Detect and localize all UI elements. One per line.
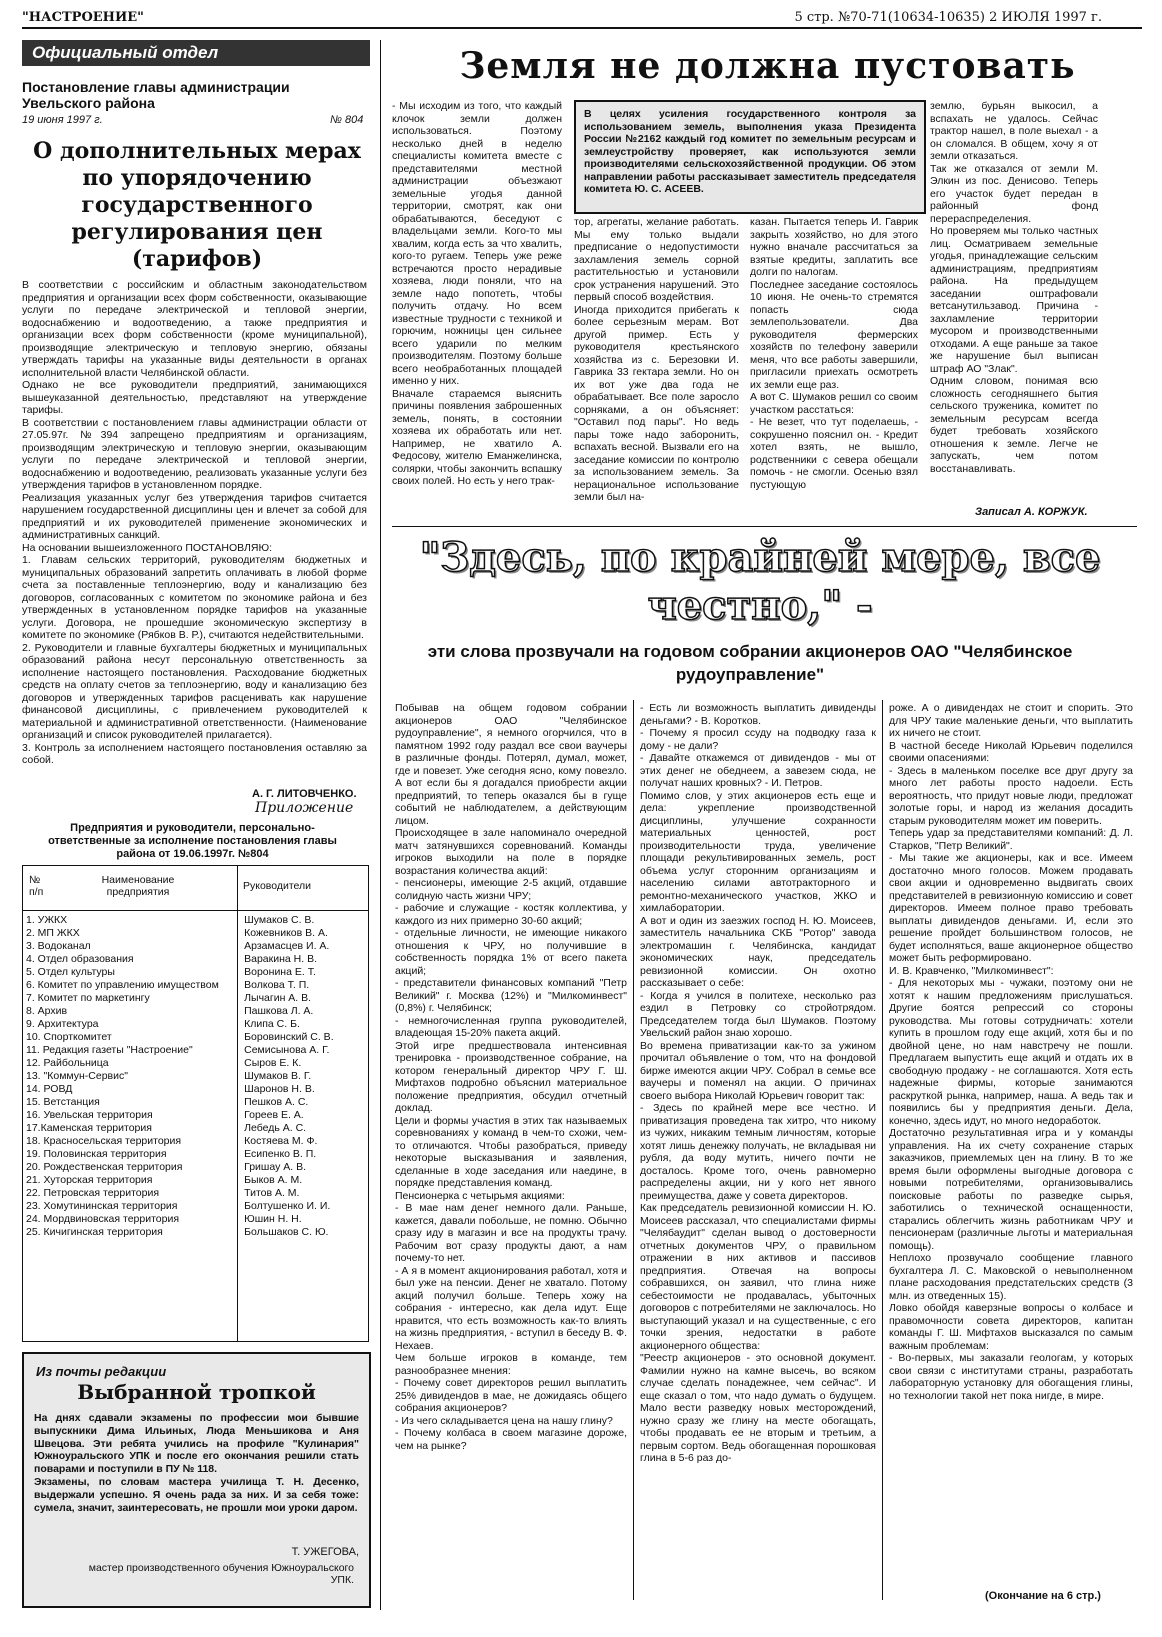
land-signature: Записал А. КОРЖУК. bbox=[975, 506, 1088, 518]
land-headline: Земля не должна пустовать bbox=[459, 45, 1076, 87]
row-enterprise: 9. Архитектура bbox=[26, 1018, 99, 1030]
row-head: Арзамасцев И. А. bbox=[244, 940, 330, 952]
mail-signature-role: мастер производственного обучения Южноуральского УПК. bbox=[88, 1562, 354, 1586]
table-rows bbox=[23, 914, 368, 1239]
row-enterprise: 23. Хомутининская территория bbox=[26, 1200, 178, 1212]
row-enterprise: 4. Отдел образования bbox=[26, 953, 134, 965]
table-row bbox=[23, 1161, 368, 1174]
row-enterprise: 10. Спорткомитет bbox=[26, 1031, 112, 1043]
honest-divider-1 bbox=[633, 700, 634, 1600]
row-head: Шумаков В. Г. bbox=[244, 1070, 312, 1082]
table-row bbox=[23, 1109, 368, 1122]
decree-heading: Постановление главы администрации Увельского района bbox=[22, 79, 290, 111]
row-enterprise: 1. УЖКХ bbox=[26, 914, 68, 926]
row-enterprise: 13. "Коммун-Сервис" bbox=[26, 1070, 128, 1082]
paper-name: "НАСТРОЕНИЕ" bbox=[22, 10, 144, 25]
table-row bbox=[23, 1174, 368, 1187]
mail-kicker: Из почты редакции bbox=[36, 1364, 167, 1379]
table-row bbox=[23, 927, 368, 940]
row-head: Варакина Н. В. bbox=[244, 953, 317, 965]
row-head: Семисынова А. Г. bbox=[244, 1044, 330, 1056]
decree-number: № 804 bbox=[330, 114, 364, 126]
honest-divider-2 bbox=[882, 700, 883, 1600]
table-row bbox=[23, 1044, 368, 1057]
row-enterprise: 17.Каменская территория bbox=[26, 1122, 152, 1134]
row-enterprise: 7. Комитет по маркетингу bbox=[26, 992, 150, 1004]
row-enterprise: 14. РОВД bbox=[26, 1083, 73, 1095]
continued-note: (Окончание на 6 стр.) bbox=[985, 1590, 1101, 1602]
table-row bbox=[23, 979, 368, 992]
decree-body: В соответствии с российским и областным законодательством предприятия и организации всех форм собственности, оказывающие услуги по передаче электрической и тепловой энергии, водоснабжению и водоотведению, а также предприятия и организации всех форм собственности (кроме муниципальной), производящие электрическую и тепловую энергию, обязаны утверждать тарифы на указанные виды деятельности в органах исполнительной власти Челябинской области. Однако не все руководители предприятий, занимающихся вышеуказанной деятельностью, представляют на утверждение тарифы. В соответствии с постановлением главы администрации области от 27.05.97г. №394 запрещено предприятиям и организациям, производящим электрическую и тепловую энергии, оказывающим услуги по передаче электрической и тепловой энергии, водоснабжению и водоотведению, реализовать указанные услуги без утверждения тарифов в установленном порядке. Реализация указанных услуг без утверждения тарифов считается нарушением государственной дисциплины цен и влечет за собой для предприятий и их руководителей применение экономических и административных санкций. На основании вышеизложенного ПОСТАНОВЛЯЮ: 1. Главам сельских территорий, руководителям бюджетных и муниципальных образований запретить оплачивать в любой форме счета за поставленные теплоэнергию, воду и канализацию без договоров, согласованных с комитетом по экономике района и без утвержденных в установленном порядке тарифов на указанные услуги. Договора, не прошедшие экономическую экспертизу в комитете по экономике (Рябков В. Р.), считаются недействительными. 2. Руководители и главные бухгалтеры бюджетных и муниципальных образований района несут персональную ответственность за исполнение настоящего постановления. Расходование бюджетных средств на оплату счетов за теплоэнергию, воду и канализацию без договоров и утвержденных тарифов расценивать как нарушение финансовой дисциплины, с привлечением руководителей к материальной и административной ответственности. (Наименование организаций и список руководителей прилагается). 3. Контроль за исполнением настоящего постановления оставляю за собой. bbox=[22, 279, 367, 766]
honest-subhead: эти слова прозвучали на годовом собрании акционеров ОАО "Челябинское рудоуправление" bbox=[427, 642, 1073, 684]
row-enterprise: 3. Водоканал bbox=[26, 940, 91, 952]
honest-col2: - Есть ли возможность выплатить дивиденды деньгами? - В. Коротков. - Почему я просил ссуду на подводку газа к дому - не дали? - Давайте откажемся от дивидендов - мы от этих денег не обеднеем, а завезем сюда, не получат наших кровных? - И. Петров. Помимо слов, у этих акционеров есть еще и дела: укрепление производственной дисциплины, улучшение сохранности материальных ценностей, рост производительности труда, увеличение площади рекультивированных земель, рост объема услуг сторонним организациям и населению силами автотракторного и ремонтно-механического участков, ЖКО и химлаборатории. А вот и один из заезжих господ Н. Ю. Моисеев, заместитель начальника СКБ "Ротор" завода электромашин г. Челябинска, кандидат экономических наук, председатель ревизионной комиссии. Он охотно рассказывает о себе: - Когда я учился в политехе, несколько раз ездил в Петровку со стройотрядом. Председателем тогда был Шумаков. Поэтому Увельский район знаю хорошо. Во времена приватизации как-то за ужином прочитал объявление о том, что на фондовой бирже имеются акции ЧРУ. Собрал в семье все ваучеры и поменял на акции. О причинах своего выбора Николай Юрьевич говорит так: - Здесь по крайней мере все честно. И приватизация проведена так хитро, что никому из чужих, никаким темным личностям, которые хотят лишь денежку получать, не вкладывая ни рубля, да воду мутить, ничего почти не досталось. Кроме того, очень равномерно распределены акции, ни у кого нет явного преимущества, даже у совета директоров. Как председатель ревизионной комиссии Н. Ю. Моисеев рассказал, что специалистами фирмы "Челябаудит" сделан вывод о достоверности отчетных документов ЧРУ, о правильном отражении в них активов и пассивов предприятия. Отвечая на вопросы собравшихся, он заявил, что глина ниже себестоимости не продавалась, убыточных договоров с потребителями не заключалось. Но выступающий указал и на существенные, с его точки зрения, недостатки в работе акционерного общества: "Реестр акционеров - это основной документ. Фамилии нужно на камне высечь, во всяком случае сделать понадежнее, чем сейчас". И еще сказал о том, что надо думать о будущем. Мало вести разведку новых месторождений, нужно сразу же глину на месте обогащать, чтобы продавать ее не вторым и третьим, а первым сортом. Ведь обогащенная порошковая глина в 5-6 раз до- bbox=[640, 702, 876, 1464]
mail-box bbox=[22, 1352, 371, 1608]
decree-title: О дополнительных мерах по упорядочению государственного регулирования цен (тарифов) bbox=[33, 138, 361, 272]
table-row bbox=[23, 1226, 368, 1239]
table-row bbox=[23, 1083, 368, 1096]
row-head: Юшин Н. Н. bbox=[244, 1213, 302, 1225]
table-row bbox=[23, 940, 368, 953]
header-head: Руководители bbox=[243, 880, 312, 892]
row-enterprise: 21. Хуторская территория bbox=[26, 1174, 153, 1186]
row-enterprise: 22. Петровская территория bbox=[26, 1187, 160, 1199]
honest-headline: "Здесь, по крайней мере, все честно," - bbox=[419, 534, 1101, 629]
masthead-rule bbox=[22, 27, 1142, 29]
row-head: Лебедь А. С. bbox=[244, 1122, 307, 1134]
section-label-bar bbox=[22, 40, 370, 66]
row-head: Кожевников В. А. bbox=[244, 927, 328, 939]
row-enterprise: 24. Мордвиновская территория bbox=[26, 1213, 179, 1225]
row-head: Костяева М. Ф. bbox=[244, 1135, 318, 1147]
honest-col3: роже. А о дивидендах не стоит и спорить. Это для ЧРУ такие маленькие деньги, что выплатить их ничего не стоит. В частной беседе Николай Юрьевич поделился своими опасениями: - Здесь в маленьком поселке все друг другу за много лет работы просто надоели. Есть вероятность, что придут новые люди, предложат золотые горы, и народ из желания досадить старым руководителям может им поверить. Теперь удар за представителями компаний: Д. Л. Старков, "Петр Великий". - Мы такие же акционеры, как и все. Имеем достаточно много голосов. Можем продавать свои акции и одновременно выдвигать своих представителей в ревизионную комиссию и совет директоров. Имеем полное право требовать выплаты дивидендов деньгами. И, если это решение пройдет большинством голосов, не будет исполняться, ваше акционерное общество может быть реформировано. И. В. Кравченко, "Милкоминвест": - Для некоторых мы - чужаки, поэтому они не хотят к нашим предложениям прислушаться. Другие боятся репрессий со стороны руководства. Мы готовы сотрудничать: хотели купить в прошлом году еще акций, хотя бы и по двойной цене, но нам навстречу не пошли. Предлагаем выпустить еще акций и отдать их в свободную продажу - не соглашаются. Хотя есть надежные фирмы, которые занимаются раскруткой рынка, например, наша. А ведь так и появились бы у предприятия деньги. Дела, конечно, здесь идут, но много недоработок. Достаточно результативная игра и у команды управления. На их счету сохранение старых заказчиков, приемлемых цен на глину. В то же время были оформлены выгодные договора с новыми потребителями, организовывались поисковые работы по разведке сырья, заботились о технической оснащенности, старались облегчить жизнь работникам ЧРУ и пенсионерам (различные льготы и материальная помощь). Неплохо прозвучало сообщение главного бухгалтера Л. С. Маковской о невыполненном плане расходования предстательских средств (3 млн. из отведенных 15). Ловко обойдя каверзные вопросы о колбасе и правомочности совета директоров, капитан команды Г. Ш. Мифтахов высказался по самым важным проблемам: - Во-первых, мы заказали геологам, у которых свои связи с институтами страны, разработать лабораторную установку для обогащения глины, но технологии такой нет пока нигде, в мире. bbox=[889, 702, 1133, 1402]
row-head: Сыров Е. К. bbox=[244, 1057, 302, 1069]
row-head: Клипа С. Б. bbox=[244, 1018, 300, 1030]
table-row bbox=[23, 1096, 368, 1109]
row-enterprise: 15. Ветстанция bbox=[26, 1096, 100, 1108]
table-row bbox=[23, 914, 368, 927]
row-enterprise: 8. Архив bbox=[26, 1005, 68, 1017]
row-head: Титов А. М. bbox=[244, 1187, 300, 1199]
section-label: Официальный отдел bbox=[32, 43, 219, 62]
table-row bbox=[23, 1213, 368, 1226]
table-row bbox=[23, 966, 368, 979]
appendix-table bbox=[22, 865, 369, 1342]
table-header bbox=[23, 866, 368, 911]
row-head: Шаронов Н. В. bbox=[244, 1083, 315, 1095]
land-lead-box bbox=[574, 100, 926, 214]
row-enterprise: 5. Отдел культуры bbox=[26, 966, 115, 978]
table-row bbox=[23, 1070, 368, 1083]
land-col2: тор, агрегаты, желание работать. Мы ему только выдали предписание о недопустимости захламления земель сорной растительностью и установили срок устранения нарушений. Это первый способ воздействия. Иногда приходится прибегать к более серьезным мерам. Вот другой пример. Есть у руководителя крестьянского хозяйства из с. Березовки И. Гаврика 33 гектара земли. Но он их вот уже два года не обрабатывает. Все поле заросло сорняками, а он объясняет: "Оставил под пары". Но ведь пары тоже надо заборонить, вспахать весной. Вызвали его на заседание комиссии по контролю за использованием земель. За нерациональное использование земли был на- bbox=[574, 216, 739, 503]
table-row bbox=[23, 1031, 368, 1044]
table-row bbox=[23, 1057, 368, 1070]
appendix-title: Предприятия и руководители, персонально-ответственные за исполнение постановления главы района от 19.06.1997г. №804 bbox=[48, 822, 337, 860]
issue-info: 5 стр. №70-71(10634-10635) 2 ИЮЛЯ 1997 г. bbox=[794, 10, 1102, 25]
column-divider-left bbox=[380, 40, 381, 1610]
row-enterprise: 2. МП ЖКХ bbox=[26, 927, 80, 939]
decree-signature: А. Г. ЛИТОВЧЕНКО. bbox=[252, 788, 357, 800]
mail-signature: Т. УЖЕГОВА, bbox=[291, 1546, 359, 1558]
row-head: Волкова Т. П. bbox=[244, 979, 310, 991]
header-num: № п/п bbox=[29, 874, 44, 898]
land-col1: - Мы исходим из того, что каждый клочок земли должен использоваться. Поэтому несколько дней в неделю специалисты комитета вместе с представителями местной администрации объезжают земельные угодья данной территории, смотрят, как они обрабатываются, беседуют с владельцами земли. Кого-то мы хвалим, когда есть за что хвалить, кого-то ругаем. Теперь уже реже встречаются просто нерадивые хозяева, люди поняли, что на земле надо попотеть, чтобы получить отдачу. Но всем известные трудности с техникой и горючим, ножницы цен сильнее всего ударили по мелким производителям. Поэтому больше всего необработанных площадей именно у них. Вначале стараемся выяснить причины появления заброшенных земель, понять, в состоянии хозяева их обработать или нет. Например, не хватило А. Федосову, жителю Еманжелинска, солярки, чтобы закончить вспашку своих полей. Но есть у него трак- bbox=[392, 100, 562, 487]
table-row bbox=[23, 1018, 368, 1031]
row-enterprise: 18. Красносельская территория bbox=[26, 1135, 182, 1147]
row-enterprise: 16. Увельская территория bbox=[26, 1109, 153, 1121]
row-enterprise: 11. Редакция газеты "Настроение" bbox=[26, 1044, 193, 1056]
table-row bbox=[23, 992, 368, 1005]
table-row bbox=[23, 1200, 368, 1213]
row-head: Пешков А. С. bbox=[244, 1096, 309, 1108]
land-col3: казан. Пытается теперь И. Гаврик закрыть хозяйство, но для этого нужно вначале рассчитаться за взятые кредиты, заплатить все долги по налогам. Последнее заседание состоялось 10 июня. Не очень-то стремятся попасть сюда землепользователи. Два руководителя фермерских хозяйств по телефону заверили меня, что все работы завершили, пригласили приехать осмотреть их земли еще раз. А вот С. Шумаков решил со своим участком расстаться: - Не везет, что тут поделаешь, - сокрушенно пояснил он. - Кредит хотел взять, не вышло, родственники с севера обещали помочь - не смогли. Осенью взял пустующую bbox=[750, 216, 918, 491]
land-col4: землю, бурьян выкосил, а вспахать не удалось. Сейчас трактор нашел, в поле выехал - а он сломался. В общем, хочу я от земли отказаться. Так же отказался от земли М. Элкин из пос. Денисово. Теперь его участок будет передан в районный фонд перераспределения. Но проверяем мы только частных лиц. Осматриваем земельные угодья, принадлежащие сельским администрациям, предприятиям района. На предыдущем заседании оштрафовали ветсанутильзавод. Причина - захламление территории мусором и производственными отходами. А еще раньше за такое же нарушение был выписан штраф АО "Злак". Одним словом, понимая всю сложность сегодняшнего бытия сельского труженика, комитет по земельным ресурсам всегда будет требовать хозяйского отношения к земле. Легче не запускать, чем потом восстанавливать. bbox=[930, 100, 1098, 475]
table-row bbox=[23, 1122, 368, 1135]
row-head: Болтушенко И. И. bbox=[244, 1200, 331, 1212]
row-enterprise: 6. Комитет по управлению имуществом bbox=[26, 979, 219, 991]
row-enterprise: 25. Кичигинская территория bbox=[26, 1226, 163, 1238]
row-head: Быков А. М. bbox=[244, 1174, 303, 1186]
mail-title: Выбранной тропкой bbox=[77, 1380, 316, 1404]
row-enterprise: 12. Райбольница bbox=[26, 1057, 109, 1069]
mail-body: На днях сдавали экзамены по профессии мои бывшие выпускники Дима Ильиных, Люда Меньшикова и Аня Швецова. Эти ребята учились на профиле "Кулинария" Южноуральского УПК и после его окончания решили стать поварами и поступили в ПУ № 118. Экзамены, по словам мастера училища Т. Н. Десенко, выдержали успешно. Я очень рада за них. И за себя тоже: сумела, значит, заинтересовать, не прошли мои уроки даром. bbox=[34, 1412, 359, 1514]
row-head: Гореев Е. А. bbox=[244, 1109, 304, 1121]
row-head: Воронина Е. Т. bbox=[244, 966, 316, 978]
row-head: Гришау А. В. bbox=[244, 1161, 306, 1173]
table-row bbox=[23, 1148, 368, 1161]
decree-date: 19 июня 1997 г. bbox=[22, 114, 103, 126]
table-row bbox=[23, 953, 368, 966]
row-enterprise: 19. Половинская территория bbox=[26, 1148, 167, 1160]
section-rule bbox=[392, 526, 1137, 527]
row-head: Боровинский С. В. bbox=[244, 1031, 334, 1043]
row-head: Большаков С. Ю. bbox=[244, 1226, 329, 1238]
table-row bbox=[23, 1005, 368, 1018]
table-row bbox=[23, 1135, 368, 1148]
row-head: Лычагин А. В. bbox=[244, 992, 312, 1004]
row-head: Есипенко В. П. bbox=[244, 1148, 317, 1160]
table-row bbox=[23, 1187, 368, 1200]
row-head: Шумаков С. В. bbox=[244, 914, 315, 926]
row-head: Пашкова Л. А. bbox=[244, 1005, 314, 1017]
land-lead: В целях усиления государственного контроля за использованием земель, выполнения указа Президента России №2162 каждый год комитет по земельным ресурсам и землеустройству проверяет, как используются земли производителями сельскохозяйственной продукции. Об этом направлении работы рассказывает заместитель председателя комитета Ю. С. АСЕЕВ. bbox=[584, 108, 916, 195]
honest-col1: Побывав на общем годовом собрании акционеров ОАО "Челябинское рудоуправление", я немного огорчился, что в памятном 1992 году раздал все свои ваучеры в различные фонды. Потерял, думал, может, где и повезет. Уже сегодня ясно, кому повезло. А вот если бы я догадался приобрести акции предприятий, то теперь оказался бы в гуще событий не наблюдателем, а действующим лицом. Происходящее в зале напоминало очередной матч затянувшихся соревнований. Команды игроков выходили на поле в порядке возрастания количества акций: - пенсионеры, имеющие 2-5 акций, отдавшие солидную часть жизни ЧРУ; - рабочие и служащие - костяк коллектива, у каждого из них примерно 30-60 акций; - отдельные личности, не имеющие никакого отношения к ЧРУ, но получившие в собственность порядка 1% от всего пакета акций; - представители финансовых компаний "Петр Великий" г. Москва (12%) и "Милкоминвест" (0,8%) г. Челябинск; - немногочисленная группа руководителей, владеющая 15-20% пакета акций. Этой игре предшествовала интенсивная тренировка - производственное собрание, на котором генеральный директор ЧРУ Г. Ш. Мифтахов подробно объяснил материальное положение предприятия, обсудил отчетный доклад. Цели и формы участия в этих так называемых соревнованиях у команд в чем-то схожи, чем-то отличаются. Чтобы разобраться, приведу некоторые высказывания и заявления, сделанные в ходе заседания или наедине, в порядке представления команд. Пенсионерка с четырьмя акциями: - В мае нам денег немного дали. Раньше, кажется, давали побольше, не помню. Обычно сразу иду в магазин и все на продукты трачу. Рабочим вот сразу продукты дают, а нам почему-то нет. - А я в момент акционирования работал, хотя и был уже на пенсии. Денег не хватало. Потому акций получил больше. Теперь хожу на собрания - интересно, как дела идут. Еще нравится, что есть возможность как-то влиять на жизнь предприятия, - вступил в беседу В. Ф. Нехаев. Чем больше игроков в команде, тем разнообразнее мнения: - Почему совет директоров решил выплатить 25% дивидендов в мае, не дожидаясь общего собрания акционеров? - Из чего складывается цена на нашу глину? - Почему колбаса в своем магазине дороже, чем на рынке? bbox=[395, 702, 627, 1452]
appendix-label: Приложение bbox=[255, 800, 354, 816]
header-name: Наименование предприятия bbox=[101, 874, 175, 898]
row-enterprise: 20. Рождественская территория bbox=[26, 1161, 183, 1173]
